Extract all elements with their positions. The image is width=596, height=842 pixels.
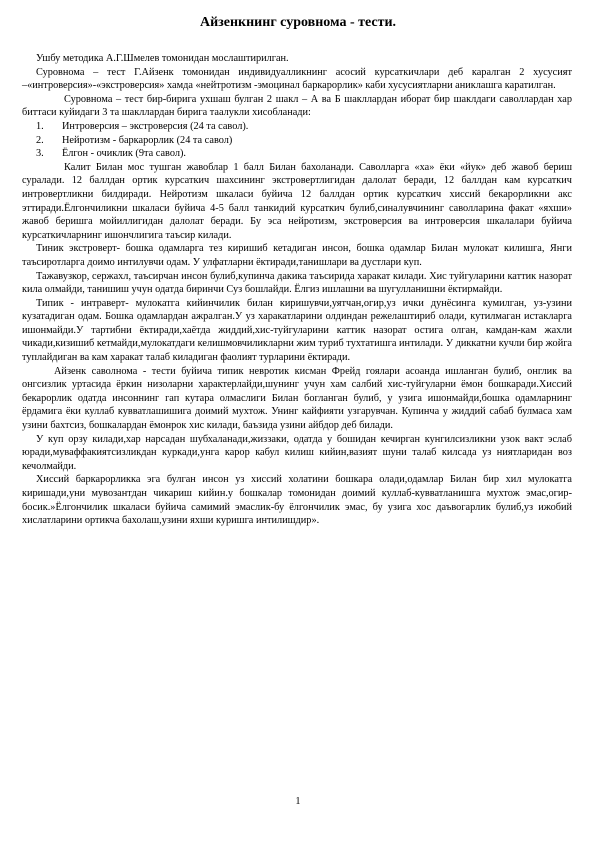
paragraph-stability: Хиссий баркарорликка эга булган инсон уз хиссий холатини бошкара олади,одамлар Билан бир хил мулокатга киришади,уни мувозантдан чикариш кийин.у бошкалар томонидан доимий куллаб-кувватланишга мухтож эмас,огир-босик.»Ёлгончилик шкаласи буйича самимий эмаслик-бу ёлгончилик эмас, бу узига хос даъвогарлик булиб,уз ижобий хислатларини ортикча бахолаш,узини яхши куришга интилишдир». [22,474,572,527]
list-item [22,147,572,161]
paragraph-questionnaire-purpose: Суровнома – тест Г.Айзенк томонидан индивидуалликнинг асосий курсаткичлари деб каралган 2 хусусият –«интроверсия»-«экстроверсия» хамда «нейтротизм -эмоцинал баркарорлик» каби хусусиятларни аниклашга каратилган. [22,66,572,92]
paragraph-neurotic: Айзенк саволнома - тести буйича типик невротик кисман Фрейд гоялари асоанда ишланган булиб, онглик ва онгсизлик уртасида ёркин низоларни характерлайди,шунинг учун хам салбий хис-туйгуларни ёмон бошкаради.Хиссий бекарорлик одатда инсоннинг гап кутара олмаслиги Билан богланган булиб, у узига ишонмайди,бошка одамларнинг ёрдамига ёки куллаб кувватлашишига доимий мухтож. Унинг кайфияти узгарувчан. Купинча у жиддий сабаб булмаса хам узини бахтсиз, бошкалардан ёмонрок хис килади, баъзида узини айбдор деб билади. [22,365,572,432]
page-number: 1 [295,796,301,807]
list-item [22,120,572,134]
list-item [22,134,572,148]
list-item-number: 1. [36,120,44,132]
list-item-text: Ёлгон - очиклик (9та савол). [62,148,186,160]
list-item-number: 2. [36,134,44,146]
paragraph-extrovert-traits: Тажавузкор, сержахл, таъсирчан инсон булиб,купинча дакика таъсирида харакат килади. Хис туйгуларини каттик назорат кила олмайди, танишиш учун одатда биринчи Суз бошлайди. Ёлгиз ишлашни ва шугулланишни ёктирмайди. [22,270,572,296]
paragraph-neurotic-traits: У куп орзу килади,хар нарсадан шубхаланади,жиззаки, одатда у бошидан кечирган кунгилсизликни узок вакт эслаб юради,муваффакиятсизликдан куркади,унга карор кабул килиш кийин,вазият шуни талаб килсада уз ниятларидан воз кечолмайди. [22,433,572,472]
page-title: Айзенкнинг суровнома - тести. [199,15,397,30]
paragraph-extrovert: Тиник экстроверт- бошка одамларга тез киришиб кетадиган инсон, бошка одамлар Билан мулокат килишга, Янги таъсиротларга доимо интилувчи одам. У улфатларни ёктиради,танишлари ва дустлари куп. [22,243,572,268]
paragraph-forms: Суровнома – тест бир-бирига ухшаш булган 2 шакл – А ва Б шакллардан иборат бир шаклдаги саволлардан хар биттаси куйидаги 3 та шакллардан бирига таалукли хисобланади: [22,93,572,119]
paragraph-introvert: Типик - интраверт- мулокатга кийинчилик билан киришувчи,уятчан,огир,уз ички дунёсинга кумилган, уз-узини кузатадиган одам. Бошка одамлардан ажралган.У уз харакатларини олдиндан режелаштириб олади, кутилмаган истакларга ишонмайди.У тартибни ёктиради,хаётда жиддий,хис-туйгуларини каттик назорат остига олган, камдан-кам жахли чикади,кизишиб кетмайди,мулокатдаги келишмовчиликларни жим туриб тухтатишга интилади. У диккатни кучли бир жойга туплайдиган ва кам харакат талаб киладиган фаолият турларини ёктиради. [22,297,572,364]
list-item-text: Интроверсия – экстроверсия (24 та савол). [62,120,249,132]
intro-paragraph: Ушбу методика А.Г.Шмелев томонидан мослаштирилган. [36,53,289,64]
list-item-number: 3. [36,148,44,160]
scales-list [22,120,572,161]
list-item-text: Нейротизм - баркарорлик (24 та савол) [62,134,233,146]
paragraph-scoring: Калит Билан мос тушган жавоблар 1 балл Билан бахоланади. Саволларга «ха» ёки «йук» деб жавоб бериш суралади. 12 баллдан ортик курсаткич шахсининг экстровертлигидан далолат беради, 12 баллдан кам курсаткич интровертликни билдиради. Нейротизм шкаласи буйича 12 баллдан ортик курсаткич хиссий бекарорликни акс эттиради.Ёлгончиликни шкаласи буйича 4-5 балл танкидий курсаткич булиб,синалувчининг саволларина факат «яхши» жавоб беришга мойиллигидан далолат беради. Бу эса нейротизм, экстроверсия ва интроверсия шкалалари буйича курсаткичларнинг ишончлигига таъсир килади. [22,161,572,241]
document-body [22,52,572,528]
